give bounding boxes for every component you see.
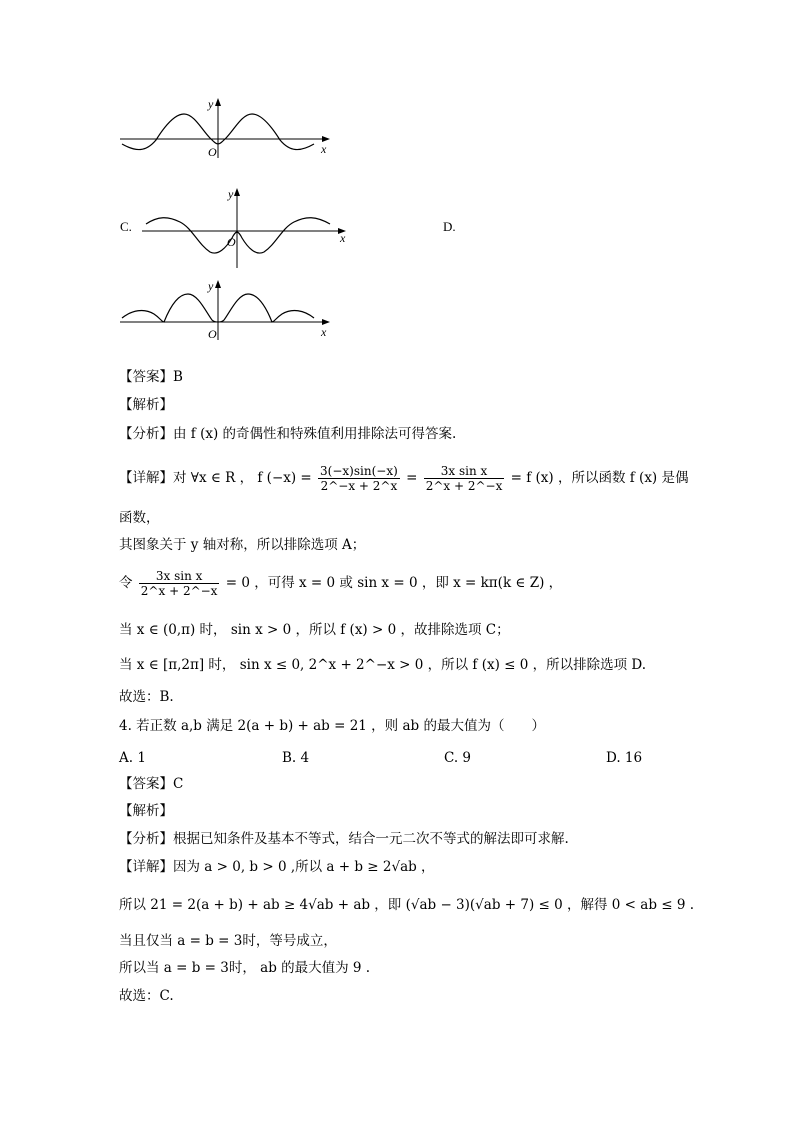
q4-fenxi: 【分析】根据已知条件及基本不等式，结合一元二次不等式的解法即可求解. (119, 831, 569, 847)
q3-line-func: 函数， (119, 510, 160, 526)
q4-option-a: A. 1 (119, 750, 146, 766)
q3-frac-1-den: 2^−x + 2^x (320, 479, 398, 493)
q3-frac-2-num: 3x sin x (424, 464, 505, 479)
q4-line4: 所以当 a = b = 3时， ab 的最大值为 9 . (119, 960, 371, 976)
q4-line2: 所以 21 = 2(a + b) + ab ≥ 4√ab + ab ，即 (√ab − 3)(√ab + 7) ≤ 0 ，解得 0 < ab ≤ 9 . (119, 897, 695, 913)
q4-choose: 故选：C. (119, 988, 174, 1004)
q3-frac-2 (424, 464, 505, 493)
q3-ling-frac-den: 2^x + 2^−x (140, 584, 218, 598)
graph-b-x-label: x (321, 142, 327, 156)
graph-option-c (140, 186, 354, 270)
option-c-label: C. (120, 219, 132, 234)
q4-option-b: B. 4 (282, 750, 310, 766)
q3-line-d: 当 x ∈ [π,2π] 时， sin x ≤ 0, 2^x + 2^−x > 0 ，所以 f (x) ≤ 0 ，所以排除选项 D. (119, 657, 647, 673)
q3-choose: 故选：B. (119, 689, 174, 705)
q4-line3: 当且仅当 a = b = 3时，等号成立， (119, 933, 337, 949)
option-d-label: D. (443, 219, 456, 234)
graph-option-b (118, 96, 332, 160)
graph-option-d (118, 278, 332, 342)
q3-ling-suffix: = 0 ，可得 x = 0 或 sin x = 0 ，即 x = kπ(k ∈ Z) ， (225, 575, 563, 591)
q3-frac-2-den: 2^x + 2^−x (425, 479, 503, 493)
graph-d-x-label: x (321, 325, 327, 339)
q3-fenxi: 【分析】由 f (x) 的奇偶性和特殊值利用排除法可得答案. (119, 426, 457, 442)
q4-jiexi: 【解析】 (119, 803, 173, 819)
q4-stem: 4. 若正数 a,b 满足 2(a + b) + ab = 21 ，则 ab 的最大值为（ ） (119, 718, 545, 734)
q3-xiangjie-prefix: 【详解】对 ∀x ∈ R ， (119, 470, 254, 486)
q3-xiangjie-suffix: = f (x) ，所以函数 f (x) 是偶 (510, 470, 689, 486)
graph-c-x-label: x (340, 231, 346, 245)
q3-ling-frac (139, 569, 220, 598)
q3-xiangjie-lhs: f (−x) = (257, 470, 312, 486)
q3-ling-prefix: 令 (119, 575, 133, 591)
q4-option-d: D. 16 (606, 750, 643, 766)
q3-line-sym: 其图象关于 y 轴对称，所以排除选项 A； (119, 537, 366, 553)
q3-frac-1 (318, 464, 400, 493)
q4-option-c: C. 9 (444, 750, 472, 766)
graph-c-y-label: y (228, 187, 234, 201)
q3-xiangjie-line: 【详解】对 ∀x ∈ R ， f (−x) = $\frac{3(-x)\sin(-x)}{2\^{}-x + 2\^{}x}$ = $\frac{\text{3x sin x}}{2\^{}x + 2\^{}-x}$ = f (x) ，所以函数 f (x) 是偶 (119, 464, 689, 493)
graph-c-origin: O (227, 235, 236, 249)
q3-ling-frac-num: 3x sin x (139, 569, 220, 584)
q3-frac-1-num: 3(−x)sin(−x) (320, 464, 398, 478)
q4-xiangjie: 【详解】因为 a > 0, b > 0 ,所以 a + b ≥ 2√ab ， (119, 859, 435, 875)
graph-b-origin: O (208, 145, 217, 159)
graph-b-y-label: y (208, 97, 214, 111)
q3-answer: 【答案】B (119, 369, 183, 385)
q3-ling-line (119, 567, 562, 599)
q3-line-c: 当 x ∈ (0,π) 时， sin x > 0 ，所以 f (x) > 0 ，故排除选项 C； (119, 622, 510, 638)
graph-d-origin: O (208, 327, 217, 341)
graph-d-y-label: y (208, 279, 214, 293)
q3-jiexi: 【解析】 (119, 397, 173, 413)
q4-answer: 【答案】C (119, 776, 184, 792)
